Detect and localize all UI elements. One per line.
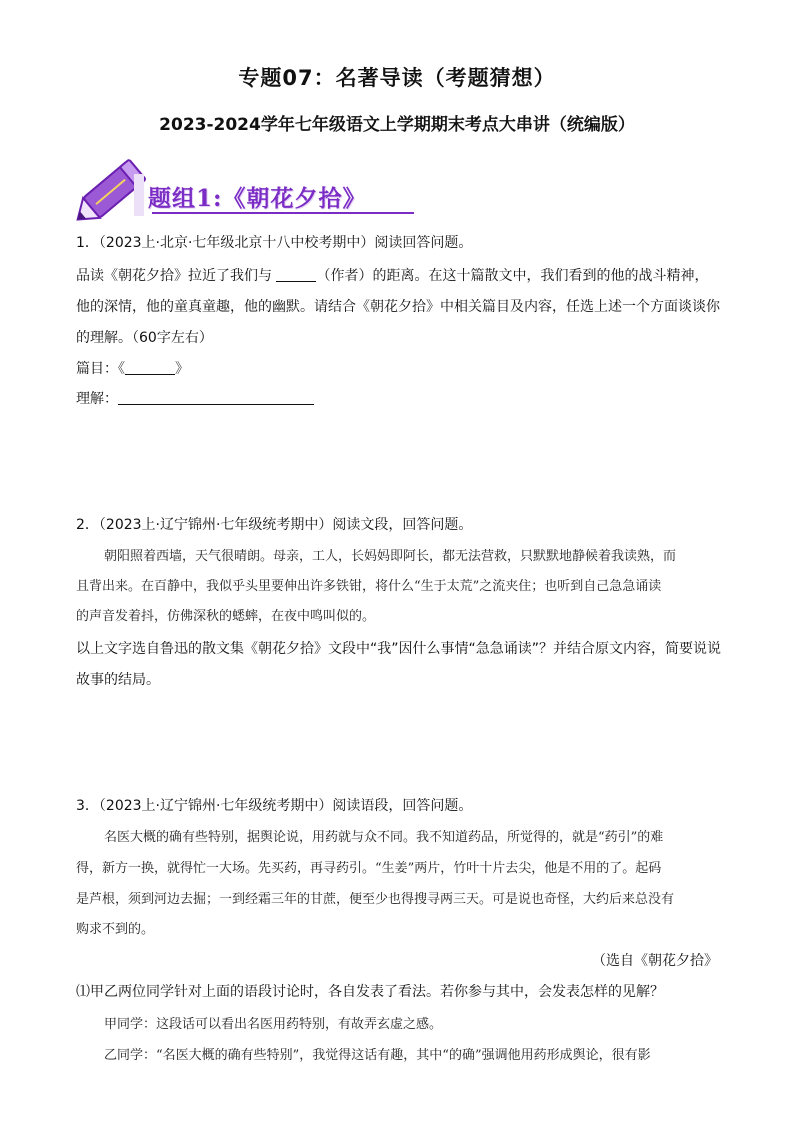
q1-text-line2: 他的深情，他的童真童趣，他的幽默。请结合《朝花夕拾》中相关篇目及内容，任选上述一个方面谈谈你 (76, 299, 720, 315)
q1-title-label-b: 》 (175, 361, 189, 377)
q2-passage-line: 且背出来。在百静中，我似乎头里要伸出许多铁钳，将什么“生于太荒”之流夹住；也听到自己急急诵读 (76, 579, 662, 594)
q2-passage-line: 的声音发着抖，仿佛深秋的蟋蟀，在夜中鸣叫似的。 (76, 609, 376, 624)
q2-stem: 2．（2023上·辽宁锦州·七年级统考期中）阅读文段，回答问题。 (76, 517, 473, 533)
q3-passage-line: 得，新方一换，就得忙一大场。先买药，再寻药引。“生姜”两片，竹叶十片去尖，他是不用的了。起码 (76, 861, 662, 876)
q1-understand-label: 理解： (76, 391, 118, 407)
q1-text-line1 (76, 267, 708, 285)
section-heading: 题组1:《朝花夕拾》 (148, 185, 367, 212)
q3-source: （选自《朝花夕拾》 (592, 953, 718, 969)
q3-passage-line: 是芦根，须到河边去掘；一到经霜三年的甘蔗，便至少也得搜寻两三天。可是说也奇怪，大约后来总没有 (76, 892, 675, 907)
section-heading-underline (152, 212, 414, 214)
q2-question-line: 故事的结局。 (76, 672, 160, 688)
q1-text-a: 品读《朝花夕拾》拉近了我们与 (76, 268, 277, 284)
q1-title-field (76, 360, 189, 378)
q1-understand-field (76, 390, 314, 408)
q1-text-b: （作者）的距离。在这十篇散文中，我们看到的他的战斗精神， (316, 268, 709, 284)
title-blank[interactable] (125, 360, 175, 375)
q1-text-line3: 的理解。（60字左右） (76, 330, 213, 346)
q1-stem: 1．（2023上·北京·七年级北京十八中校考期中）阅读回答问题。 (76, 235, 473, 251)
q3-stem: 3．（2023上·辽宁锦州·七年级统考期中）阅读语段，回答问题。 (76, 798, 473, 814)
page-subtitle: 2023-2024学年七年级语文上学期期末考点大串讲（统编版） (159, 115, 635, 135)
page-title: 专题07：名著导读（考题猜想） (238, 66, 556, 90)
q3-passage-line: 名医大概的确有些特别，据舆论说，用药就与众不同。我不知道药品，所觉得的，就是“药引”的难 (104, 830, 664, 845)
q3-passage-line: 购求不到的。 (76, 922, 155, 937)
q2-question-line: 以上文字选自鲁迅的散文集《朝花夕拾》文段中“我”因什么事情“急急诵读”？并结合原文内容，简要说说 (76, 641, 722, 657)
q1-title-label-a: 篇目：《 (76, 361, 125, 377)
understand-blank[interactable] (118, 390, 314, 405)
q3-student-yi: 乙同学：“名医大概的确有些特别”，我觉得这话有趣，其中“的确”强调他用药形成舆论，很有影 (104, 1048, 651, 1063)
q3-student-jia: 甲同学：这段话可以看出名医用药特别，有故弄玄虚之感。 (104, 1017, 443, 1032)
q2-passage-line: 朝阳照着西墙，天气很晴朗。母亲，工人，长妈妈即阿长，都无法营救，只默默地静候着我读熟，而 (104, 549, 677, 564)
author-blank[interactable] (276, 267, 316, 282)
q3-subquestion-1: ⑴甲乙两位同学针对上面的语段讨论时，各自发表了看法。若你参与其中，会发表怎样的见解？ (76, 984, 664, 1000)
